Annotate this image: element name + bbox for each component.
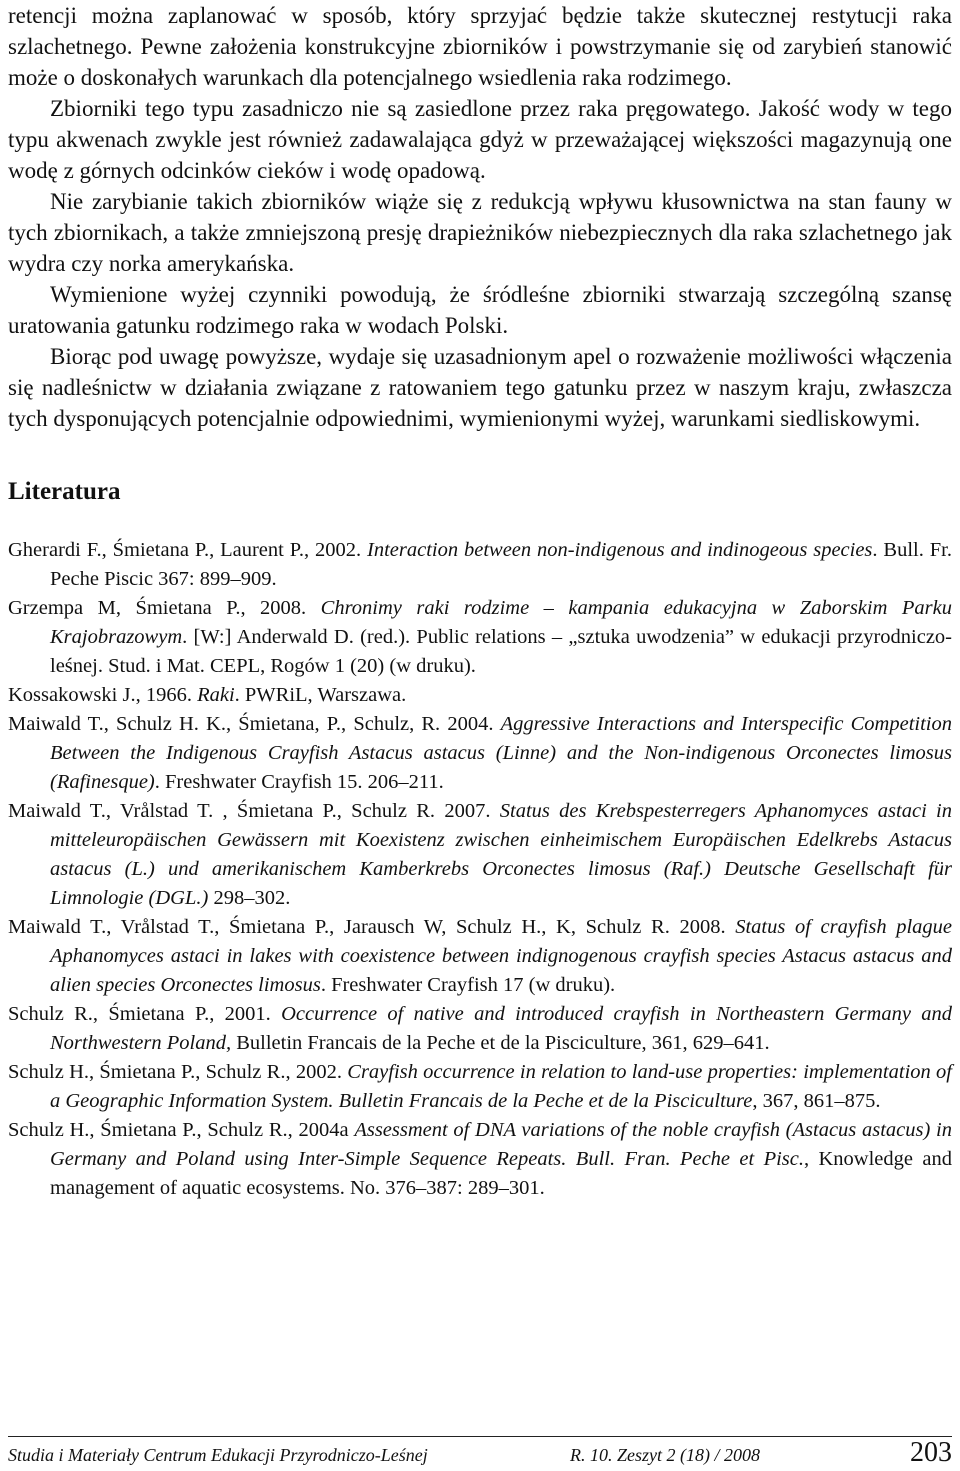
reference-item (8, 1116, 952, 1203)
page-number: 203 (910, 1437, 952, 1468)
page-content (8, 0, 952, 1203)
reference-title: Status of crayfish plague Aphanomyces astaci in lakes with coexistence between indignogenous crayfish species Astacus astacus and alien species Orconectes limosus (50, 916, 952, 996)
reference-source: , 367, 861–875. (752, 1090, 881, 1112)
reference-source: 298–302. (208, 887, 291, 909)
reference-item (8, 797, 952, 913)
reference-title: Status des Krebspesterregers Aphanomyces astaci in mitteleuropäischen Gewässern mit Koexistenz zwischen einheimischem Europäischen Edelkrebs Astacus astacus (L.) und amerikanischem Kamberkrebs Orconectes limosus (Raf.) Deutsche Gesellschaft für Limnologie (DGL.) (50, 800, 952, 909)
body-paragraph: Nie zarybianie takich zbiorników wiąże się z redukcją wpływu kłusownictwa na stan fauny w tych zbiornikach, a także zmniejszoną presję drapieżników niebezpiecznych dla raka szlachetnego jak wydra czy norka amerykańska. (8, 189, 952, 276)
reference-title: Crayfish occurrence in relation to land-use properties: implementation of a Geographic Information System. Bulletin Francais de la Peche et de la Pisciculture (50, 1061, 952, 1112)
reference-source: . Bull. Fr. Peche Piscic 367: 899–909. (50, 539, 952, 590)
reference-item (8, 594, 952, 681)
reference-title: Interaction between non-indigenous and indinogeous species (367, 539, 873, 561)
reference-authors: Maiwald T., Vrålstad T., Śmietana P., Jarausch W, Schulz H., K, Schulz R. 2008. (8, 916, 736, 938)
reference-authors: Gherardi F., Śmietana P., Laurent P., 2002. (8, 539, 367, 561)
reference-authors: Schulz R., Śmietana P., 2001. (8, 1003, 282, 1025)
reference-authors: Schulz H., Śmietana P., Schulz R., 2004a (8, 1119, 355, 1141)
footer-issue: R. 10. Zeszyt 2 (18) / 2008 (570, 1445, 760, 1465)
reference-source: . Freshwater Crayfish 15. 206–211. (154, 771, 444, 793)
reference-authors: Maiwald T., Vrålstad T. , Śmietana P., Schulz R. 2007. (8, 800, 500, 822)
reference-source: Bulletin Francais de la Peche et de la Pisciculture, 361, 629–641. (231, 1032, 770, 1054)
reference-title: Raki (197, 684, 235, 706)
reference-title: Chronimy raki rodzime – kampania edukacyjna w Zaborskim Parku Krajobrazowym (50, 597, 952, 648)
reference-source: . [W:] Anderwald D. (red.). Public relations – „sztuka uwodzenia” w edukacji przyrodniczo-leśnej. Stud. i Mat. CEPL, Rogów 1 (20) (w druku). (50, 626, 952, 677)
reference-source: . Freshwater Crayfish 17 (w druku). (320, 974, 616, 996)
reference-title: Occurrence of native and introduced crayfish in Northeastern Germany and Northwestern Poland, (50, 1003, 952, 1054)
reference-authors: Grzempa M, Śmietana P., 2008. (8, 597, 321, 619)
reference-item (8, 1000, 952, 1058)
reference-item (8, 536, 952, 594)
reference-authors: Kossakowski J., 1966. (8, 684, 198, 706)
reference-item (8, 913, 952, 1000)
reference-source: . PWRiL, Warszawa. (234, 684, 407, 706)
page-footer (8, 1436, 952, 1471)
reference-list (8, 536, 952, 1203)
body-paragraph: Biorąc pod uwagę powyższe, wydaje się uzasadnionym apel o rozważenie możliwości włączenia się nadleśnictw w działania związane z ratowaniem tego gatunku przez w naszym kraju, zwłaszcza tych dysponujących potencjalnie odpowiednimi, wymienionymi wyżej, warunkami siedliskowymi. (8, 344, 952, 431)
body-paragraph: Zbiorniki tego typu zasadniczo nie są zasiedlone przez raka pręgowatego. Jakość wody w tego typu akwenach zwykle jest również zadawalająca gdyż w przeważającej większości magazynują one wodę z górnych odcinków cieków i wodę opadową. (8, 96, 952, 183)
reference-item (8, 710, 952, 797)
reference-item (8, 681, 952, 710)
reference-source: , Knowledge and management of aquatic ecosystems. No. 376–387: 289–301. (50, 1148, 952, 1199)
reference-title: Aggressive Interactions and Interspecific Competition Between the Indigenous Crayfish Astacus astacus (Linne) and the Non-indigenous Orconectes limosus (Rafinesque) (50, 713, 952, 793)
body-paragraph: Wymienione wyżej czynniki powodują, że śródleśne zbiorniki stwarzają szczególną szansę uratowania gatunku rodzimego raka w wodach Polski. (8, 282, 952, 338)
reference-title: Assessment of DNA variations of the noble crayfish (Astacus astacus) in Germany and Poland using Inter-Simple Sequence Repeats. Bull. Fran. Peche et Pisc. (50, 1119, 952, 1170)
reference-item (8, 1058, 952, 1116)
reference-authors: Schulz H., Śmietana P., Schulz R., 2002. (8, 1061, 348, 1083)
footer-journal: Studia i Materiały Centrum Edukacji Przyrodniczo-Leśnej (8, 1445, 428, 1465)
reference-authors: Maiwald T., Schulz H. K., Śmietana, P., Schulz, R. 2004. (8, 713, 501, 735)
section-heading: Literatura (8, 478, 121, 505)
body-paragraph: retencji można zaplanować w sposób, który sprzyjać będzie także skutecznej restytucji raka szlachetnego. Pewne założenia konstrukcyjne zbiorników i powstrzymanie się od zarybień stanowić może o doskonałych warunkach dla potencjalnego wsiedlenia raka rodzimego. (8, 3, 952, 90)
